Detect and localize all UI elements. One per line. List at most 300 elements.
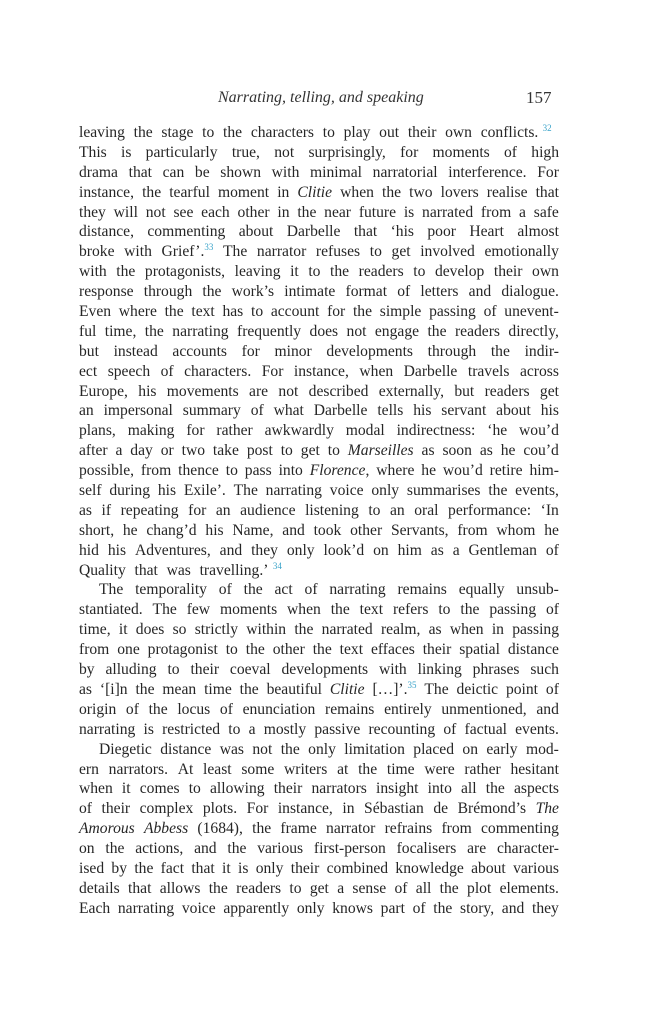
word [195, 620, 238, 640]
word [497, 839, 559, 859]
text-run: particularly [145, 143, 218, 161]
word [223, 899, 289, 919]
word [252, 819, 271, 839]
text-run: into [427, 780, 452, 798]
word [79, 441, 108, 461]
word [222, 859, 231, 879]
text-run: summarises [406, 482, 481, 500]
word [314, 521, 342, 541]
word [274, 401, 304, 421]
word [305, 501, 359, 521]
text-run: the [252, 820, 272, 838]
word [194, 839, 217, 859]
text-run: leaving [79, 124, 125, 141]
text-run: and [501, 899, 525, 917]
word [404, 362, 458, 382]
text-run: narrators [311, 780, 367, 798]
word [441, 700, 526, 720]
text-run: they [251, 541, 278, 559]
word [471, 859, 506, 879]
word [109, 481, 150, 501]
text-line [79, 401, 559, 421]
text-run: and [536, 700, 559, 718]
text-run: minor [274, 342, 312, 360]
text-run: that [128, 163, 152, 181]
word [529, 461, 558, 481]
word [376, 461, 414, 481]
text-run: plans, [79, 422, 116, 440]
italic-title: The [535, 800, 559, 818]
text-run: first-person [313, 840, 386, 858]
word [79, 541, 99, 561]
word [188, 501, 206, 521]
body-text [79, 123, 559, 919]
word [346, 282, 388, 302]
text-run: instance, [79, 183, 134, 201]
text-run: listening [305, 501, 359, 519]
word [79, 899, 110, 919]
word [546, 600, 559, 620]
word [79, 282, 134, 302]
footnote-marker[interactable]: 34 [272, 560, 282, 571]
word [323, 541, 364, 561]
text-run: does [135, 621, 165, 639]
text-run: that [353, 223, 378, 241]
text-run: time [204, 680, 232, 698]
word [523, 441, 559, 461]
word [186, 421, 204, 441]
text-run: , [365, 462, 370, 480]
text-line [79, 561, 559, 581]
word [273, 640, 305, 660]
word [169, 183, 210, 203]
word [79, 561, 130, 581]
text-run: and [282, 521, 305, 539]
word [504, 302, 559, 322]
text-line [79, 620, 559, 640]
text-run: of [394, 879, 408, 897]
text-run: engage [374, 322, 420, 340]
text-line [79, 839, 559, 859]
word [247, 799, 269, 819]
word [340, 183, 374, 203]
text-run: time, [104, 322, 137, 340]
word [314, 720, 360, 740]
word [443, 720, 456, 740]
text-run: a [248, 720, 256, 738]
word [494, 262, 523, 282]
word [422, 203, 473, 223]
word [469, 541, 537, 561]
word [525, 342, 559, 362]
text-run: with [79, 263, 107, 281]
word [308, 740, 336, 760]
word [501, 282, 559, 302]
text-run: moments [219, 601, 278, 619]
text-run: for [188, 501, 207, 519]
text-run: were [424, 760, 455, 778]
text-run: high [531, 143, 559, 161]
text-run: readers [454, 322, 500, 340]
text-run: the [105, 840, 125, 858]
word [414, 501, 438, 521]
text-run: movements [166, 382, 239, 400]
text-run: develop [434, 263, 485, 281]
text-line [79, 362, 559, 382]
text-line [79, 242, 559, 262]
word [382, 183, 401, 203]
word [469, 222, 504, 242]
text-run: the [202, 283, 222, 301]
word [409, 183, 432, 203]
word [191, 859, 214, 879]
text-run: aspects [513, 780, 559, 798]
word [247, 441, 273, 461]
word [235, 262, 281, 282]
text-run: The [223, 243, 248, 261]
text-run: it [118, 621, 128, 639]
text-run: of [545, 541, 559, 559]
text-run: their [422, 641, 452, 659]
text-run: they [79, 203, 106, 221]
text-run: of [546, 601, 559, 619]
text-run: to [438, 601, 451, 619]
word [308, 262, 320, 282]
text-run: readers [484, 382, 530, 400]
text-line [79, 302, 559, 322]
italic-title: Clitie [297, 183, 333, 201]
footnote-marker[interactable]: 32 [542, 123, 552, 133]
word [441, 819, 471, 839]
text-run: For [246, 800, 269, 818]
word [79, 322, 96, 342]
footnote-marker[interactable]: 35 [407, 679, 417, 690]
text-run: surprisingly, [308, 143, 386, 161]
italic-title: Abbess [143, 820, 189, 838]
word [486, 779, 505, 799]
text-run: safe [533, 203, 559, 221]
text-run: other [237, 203, 270, 221]
word [534, 203, 559, 223]
word [135, 680, 154, 700]
word [142, 183, 161, 203]
text-run: enunciation [242, 700, 316, 718]
text-run: Name, [232, 521, 274, 539]
text-run: text [359, 601, 384, 619]
word [178, 760, 194, 780]
word [541, 401, 559, 421]
word [160, 740, 211, 760]
word [162, 242, 214, 262]
text-run: Adventures, [134, 541, 211, 559]
text-run: narrating [265, 482, 322, 500]
word [244, 580, 263, 600]
text-run: of [443, 720, 457, 738]
word [79, 382, 128, 402]
word [316, 242, 360, 262]
word [330, 262, 349, 282]
text-run: almost [517, 223, 559, 241]
text-run: deictic [456, 680, 499, 698]
text-run: moments [432, 143, 490, 161]
text-run: to [369, 243, 382, 261]
text-run: origin [79, 700, 117, 718]
word [135, 839, 183, 859]
text-run: passing [489, 601, 537, 619]
text-run: the [433, 899, 453, 917]
text-line [79, 421, 559, 441]
text-run: cou’d [523, 442, 559, 460]
word [500, 879, 559, 899]
word [220, 600, 277, 620]
word [126, 700, 139, 720]
text-line [79, 461, 559, 481]
word [99, 580, 123, 600]
word [289, 879, 301, 899]
word [161, 441, 174, 461]
text-run: phrases [472, 661, 520, 679]
word [314, 401, 368, 421]
word [344, 740, 405, 760]
text-run: whom [496, 521, 536, 539]
text-run: into [278, 462, 303, 480]
text-run: passing [429, 303, 476, 321]
text-run: coeval [229, 661, 271, 679]
text-run: ‘In [540, 501, 559, 519]
text-run: Darbelle [286, 223, 341, 241]
text-run: shown [220, 163, 262, 181]
text-run: readers [236, 879, 282, 897]
text-run: one [117, 641, 140, 659]
word [384, 700, 432, 720]
word [381, 899, 405, 919]
word [337, 879, 344, 899]
text-run: are [467, 840, 487, 858]
text-run: passing [512, 621, 559, 639]
word [486, 740, 517, 760]
text-run: about [471, 859, 506, 877]
word [325, 700, 374, 720]
text-run: from [140, 462, 172, 480]
text-run: tells [377, 402, 404, 420]
word [134, 123, 157, 143]
text-run: the [134, 859, 154, 877]
text-run: he [122, 521, 138, 539]
text-run: the [148, 700, 168, 718]
word [129, 163, 152, 183]
word [182, 441, 205, 461]
text-run: of [218, 581, 232, 599]
text-run: various [257, 840, 304, 858]
word [358, 760, 377, 780]
word [79, 660, 95, 680]
word [109, 760, 168, 780]
text-run: the [490, 342, 510, 360]
text-run: ful [79, 322, 97, 340]
text-run: The [152, 601, 177, 619]
word [173, 620, 187, 640]
text-run: to [167, 661, 180, 679]
text-run: ‘[i]n [99, 680, 128, 698]
footnote-marker[interactable]: 33 [204, 242, 214, 253]
word [249, 382, 268, 402]
word [453, 541, 460, 561]
word [364, 799, 424, 819]
word [491, 342, 510, 362]
word [487, 183, 528, 203]
text-run: characters [250, 124, 315, 141]
word [381, 620, 420, 640]
word [79, 421, 116, 441]
word [220, 700, 233, 720]
word [146, 203, 166, 223]
word [421, 461, 436, 481]
word [177, 700, 210, 720]
text-line [79, 521, 559, 541]
text-run: Each [79, 899, 111, 917]
word [413, 899, 426, 919]
text-run: about [238, 223, 274, 241]
text-run: an [79, 402, 94, 420]
text-run: the [294, 621, 314, 639]
text-run: in [342, 800, 355, 818]
text-run: see [173, 203, 194, 221]
word [205, 521, 223, 541]
text-run: they [532, 899, 559, 917]
text-run: look’d [323, 541, 365, 559]
word [546, 680, 559, 700]
word [220, 740, 244, 760]
italic-title: Florence [309, 462, 366, 480]
word [210, 779, 265, 799]
text-run: described [308, 382, 369, 400]
word [216, 501, 231, 521]
text-run: Europe, [79, 382, 128, 400]
text-run: narrating [117, 899, 175, 917]
text-run: the [297, 203, 317, 221]
text-run: narrator [326, 820, 376, 838]
word [79, 362, 97, 382]
text-run: instance, [293, 362, 349, 380]
text-run: other [272, 641, 305, 659]
text-line [79, 600, 559, 620]
word [468, 362, 510, 382]
text-run: an [215, 501, 231, 519]
text-run: in [277, 183, 290, 201]
word [153, 600, 177, 620]
text-run: true, [231, 143, 260, 161]
text-line [79, 819, 559, 839]
text-run: with [271, 163, 300, 181]
word [195, 163, 210, 183]
text-run: repeating [120, 501, 179, 519]
text-run: rather [216, 422, 253, 440]
text-run: soon [442, 442, 472, 460]
text-run: interference. [448, 163, 527, 181]
text-run: all [415, 879, 432, 897]
text-run: of [79, 800, 92, 818]
text-run: ern [79, 760, 99, 778]
text-run: broke [79, 243, 115, 261]
word [251, 401, 264, 421]
word [79, 481, 102, 501]
text-run: narrated [422, 203, 474, 221]
text-line [79, 640, 559, 660]
text-run: it [290, 263, 299, 281]
word [440, 879, 459, 899]
text-line [79, 501, 559, 521]
text-run: he [544, 521, 559, 539]
text-run: as [79, 680, 92, 698]
text-run: involved [420, 243, 475, 261]
text-run: the [239, 680, 259, 698]
word [146, 521, 196, 541]
word [496, 401, 531, 421]
text-run: passive [314, 720, 361, 738]
word [520, 362, 559, 382]
word [79, 779, 113, 799]
text-run: focalisers [396, 840, 457, 858]
word [256, 859, 284, 879]
word [222, 302, 243, 322]
text-run: entirely [384, 700, 432, 718]
word [428, 342, 477, 362]
text-run: story, [460, 899, 495, 917]
word [275, 580, 293, 600]
word [368, 720, 435, 740]
word [443, 461, 483, 481]
word [397, 282, 410, 302]
word [216, 421, 252, 441]
text-run: Even [79, 303, 112, 321]
word [519, 421, 559, 441]
text-run: developments [281, 661, 369, 679]
word [352, 879, 386, 899]
text-run: what [273, 402, 304, 420]
text-run: events, [515, 482, 559, 500]
word [371, 640, 415, 660]
word [330, 680, 365, 700]
word [501, 441, 516, 461]
text-run: chang’d [146, 521, 197, 539]
text-run: recounting [368, 720, 436, 738]
word [350, 521, 382, 541]
text-run: short, [79, 521, 115, 539]
text-run: comes [139, 780, 180, 798]
word [246, 620, 286, 640]
text-run: of [250, 402, 264, 420]
italic-title: Clitie [329, 680, 365, 698]
text-run: on [462, 740, 478, 758]
text-run: frequently [237, 322, 302, 340]
word [236, 879, 281, 899]
text-line [79, 143, 559, 163]
word [102, 501, 112, 521]
text-run: own [445, 124, 472, 141]
text-run: of [125, 700, 139, 718]
text-run: commenting [147, 223, 226, 241]
word [204, 680, 232, 700]
word [162, 680, 196, 700]
word [147, 222, 225, 242]
text-run: about [496, 402, 531, 420]
text-run: Servants, [390, 521, 449, 539]
text-run: only [308, 740, 336, 758]
word [79, 620, 111, 640]
word [344, 123, 375, 143]
word [392, 242, 411, 262]
word [165, 302, 184, 322]
